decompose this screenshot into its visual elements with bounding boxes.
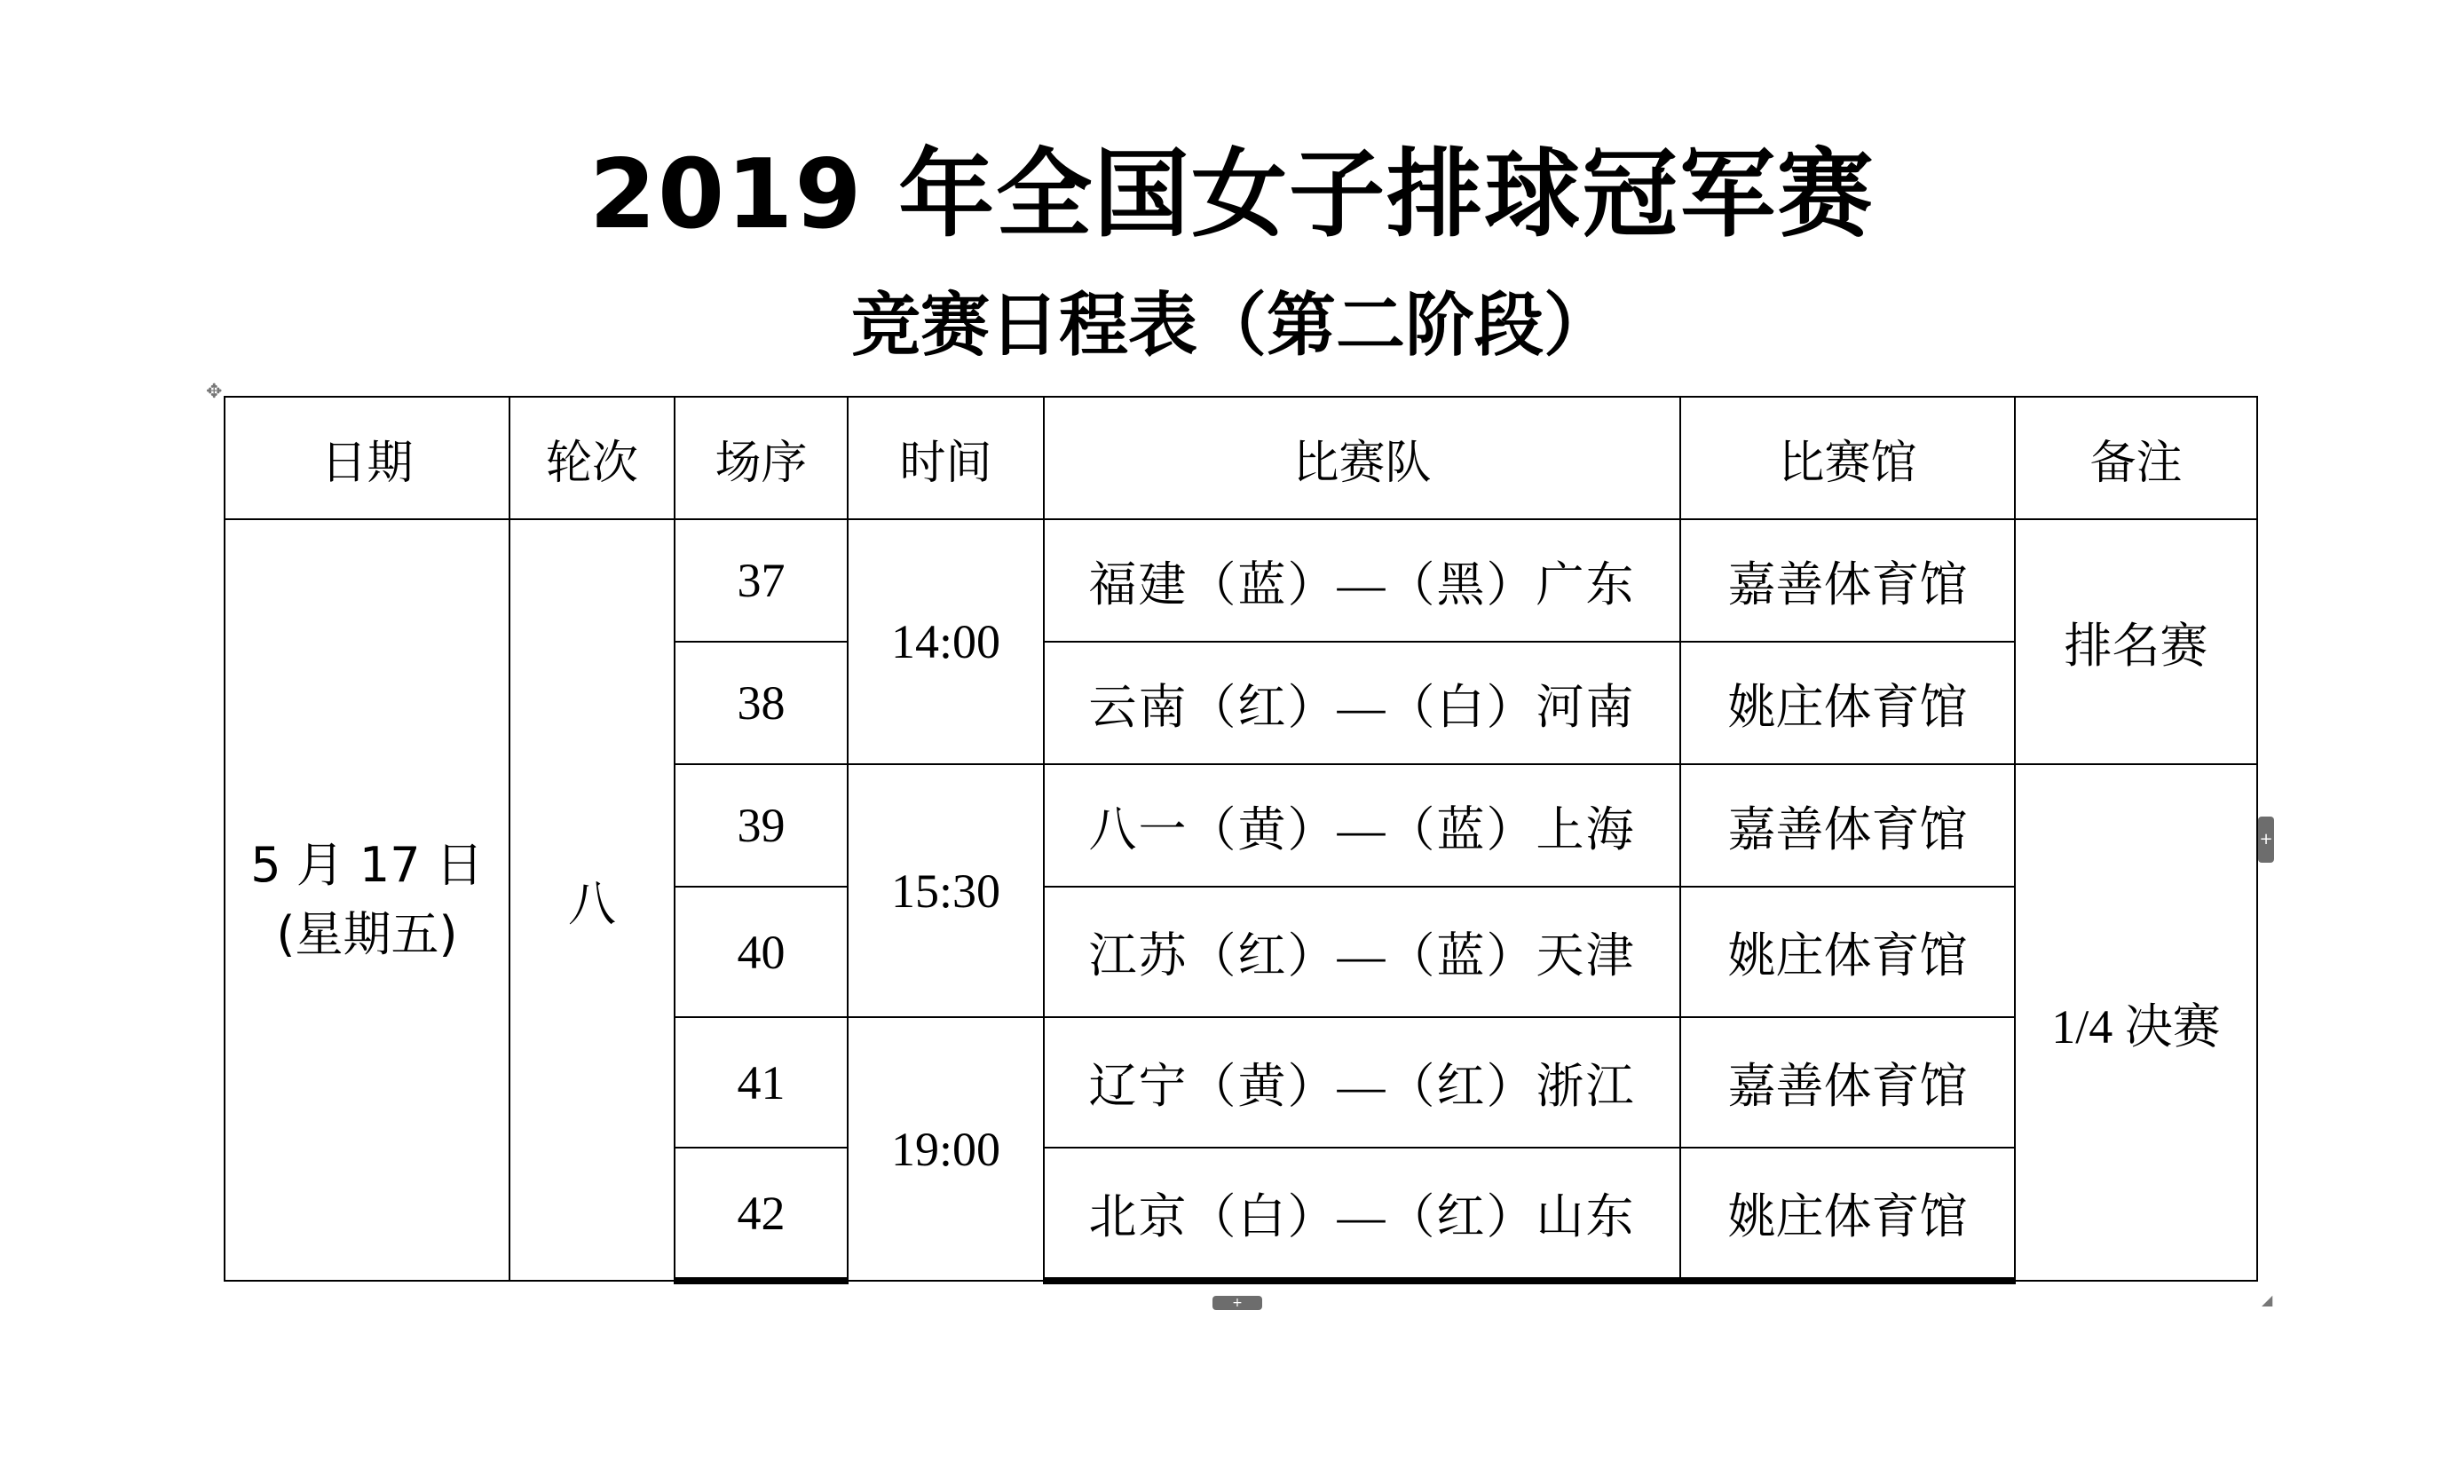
round-cell[interactable]: 八 [509,519,675,1281]
header-teams[interactable]: 比赛队 [1044,397,1680,519]
venue-cell[interactable]: 姚庄体育馆 [1680,887,2015,1017]
header-round[interactable]: 轮次 [509,397,675,519]
note-cell[interactable]: 排名赛 [2015,519,2257,764]
venue-cell[interactable]: 嘉善体育馆 [1680,1017,2015,1148]
teams-cell[interactable]: 北京（白）—（红）山东 [1044,1148,1680,1281]
teams-cell[interactable]: 八一（黄）—（蓝）上海 [1044,764,1680,887]
header-time[interactable]: 时间 [848,397,1044,519]
time-cell[interactable]: 14:00 [848,519,1044,764]
header-date[interactable]: 日期 [225,397,509,519]
venue-cell[interactable]: 嘉善体育馆 [1680,764,2015,887]
match-no-cell[interactable]: 37 [675,519,848,642]
header-note[interactable]: 备注 [2015,397,2257,519]
match-no-cell[interactable]: 42 [675,1148,848,1281]
match-no-cell[interactable]: 38 [675,642,848,764]
table-move-handle-icon[interactable]: ✥ [206,381,223,403]
teams-cell[interactable]: 江苏（红）—（蓝）天津 [1044,887,1680,1017]
teams-cell[interactable]: 福建（蓝）—（黑）广东 [1044,519,1680,642]
venue-cell[interactable]: 姚庄体育馆 [1680,1148,2015,1281]
venue-cell[interactable]: 姚庄体育馆 [1680,642,2015,764]
match-no-cell[interactable]: 39 [675,764,848,887]
weekday-text: (星期五) [276,906,458,962]
table-resize-handle-icon[interactable]: ◢ [2262,1291,2273,1308]
time-cell[interactable]: 15:30 [848,764,1044,1017]
table-row [225,519,2257,642]
note-cell[interactable]: 1/4 决赛 [2015,764,2257,1281]
header-venue[interactable]: 比赛馆 [1680,397,2015,519]
add-column-handle-icon[interactable]: + [2258,817,2274,863]
teams-cell[interactable]: 辽宁（黄）—（红）浙江 [1044,1017,1680,1148]
header-match-no[interactable]: 场序 [675,397,848,519]
document-title: 2019 年全国女子排球冠军赛 [588,139,1876,250]
schedule-table [224,396,2258,1284]
add-row-handle-icon[interactable]: + [1212,1296,1262,1310]
teams-cell[interactable]: 云南（红）—（白）河南 [1044,642,1680,764]
header-row [225,397,2257,519]
date-text: 5 月 17 日 [250,837,484,893]
date-cell[interactable] [225,519,509,1281]
time-cell[interactable]: 19:00 [848,1017,1044,1281]
match-no-cell[interactable]: 40 [675,887,848,1017]
document-subtitle: 竞赛日程表（第二阶段） [850,286,1613,366]
venue-cell[interactable]: 嘉善体育馆 [1680,519,2015,642]
match-no-cell[interactable]: 41 [675,1017,848,1148]
